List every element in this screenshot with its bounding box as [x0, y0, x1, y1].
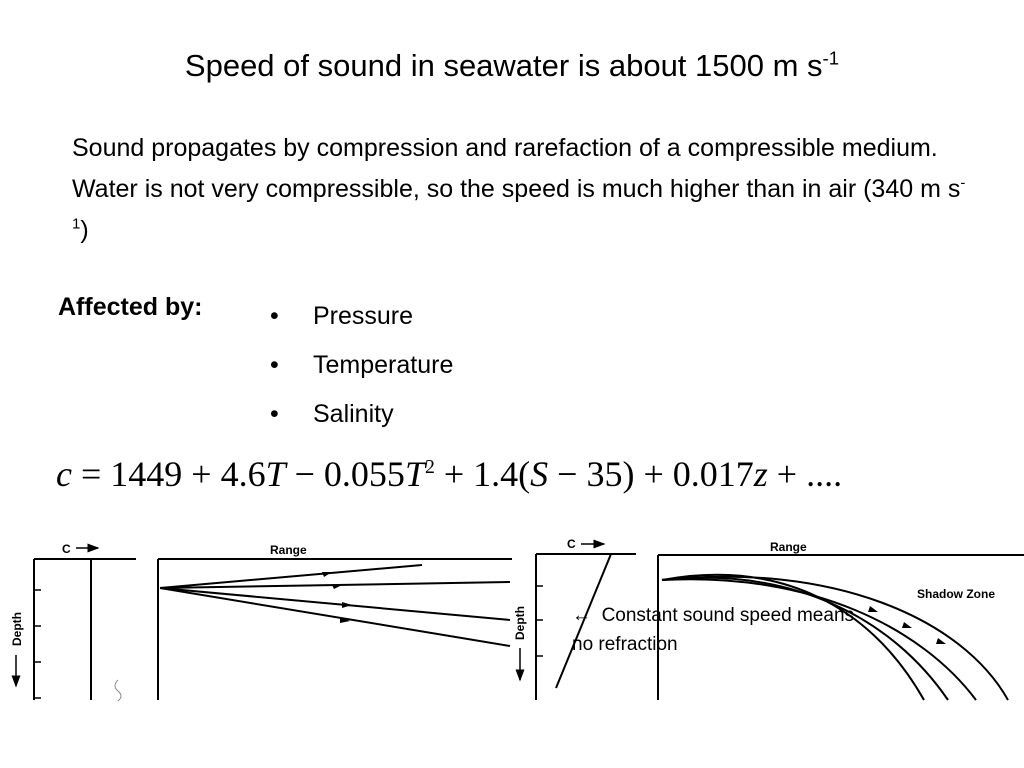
ray-direction-icon	[902, 622, 912, 628]
depth-axis-label: Depth	[10, 612, 24, 646]
sound-speed-equation	[56, 448, 976, 500]
eq-part: − 35) + 0.017	[548, 454, 754, 494]
depth-axis-label: Depth	[513, 606, 527, 640]
eq-temperature: T	[265, 454, 286, 494]
paragraph-text: Sound propagates by compression and rarefaction of a compressible medium. Water is not very compressible, so the speed is much higher than in air (340 m s	[72, 134, 961, 203]
title-exponent: -1	[822, 47, 840, 69]
factor-label: Salinity	[313, 400, 394, 428]
bullet-icon: •	[270, 302, 279, 330]
ray-direction-icon	[936, 638, 946, 644]
eq-part: + ....	[767, 454, 843, 494]
paragraph-exponent: -1	[72, 174, 966, 233]
factor-item	[270, 292, 453, 341]
eq-salinity: S	[530, 454, 549, 494]
factor-item	[270, 390, 453, 439]
eq-exponent: 2	[424, 456, 435, 478]
left-arrow-icon: ←	[572, 605, 591, 626]
c-axis-label: C	[567, 537, 576, 551]
title-text: Speed of sound in seawater is about 1500 m s	[184, 48, 823, 83]
ray-direction-icon	[342, 602, 352, 608]
eq-temperature: T	[404, 454, 425, 494]
ray-direction-icon	[322, 572, 332, 577]
eq-c: c	[56, 454, 72, 494]
refraction-annotation	[572, 601, 862, 659]
factor-label: Temperature	[313, 351, 454, 379]
shadow-zone-label: Shadow Zone	[917, 587, 995, 601]
range-axis-label: Range	[770, 540, 807, 554]
range-axis-label: Range	[270, 543, 307, 557]
scan-mark-icon	[115, 680, 121, 701]
factor-label: Pressure	[313, 302, 414, 330]
factor-list	[270, 292, 453, 439]
affected-by-label: Affected by:	[58, 293, 203, 321]
ray-path	[160, 588, 510, 620]
eq-part: + 1.4(	[434, 454, 531, 494]
intro-paragraph	[72, 128, 972, 251]
eq-part: − 0.055	[285, 454, 405, 494]
ray-diagram-constant	[0, 528, 512, 708]
ray-diagram-constant-svg	[0, 528, 512, 708]
paragraph-end: )	[80, 216, 89, 244]
c-axis-label: C	[62, 542, 71, 556]
eq-part: = 1449 + 4.6	[71, 454, 266, 494]
slide-title	[0, 46, 1024, 86]
bullet-icon: •	[270, 351, 279, 379]
ray-path	[160, 588, 510, 646]
factor-item	[270, 341, 453, 390]
annotation-text: Constant sound speed means no refraction	[572, 605, 855, 655]
ray-direction-icon	[332, 585, 342, 589]
bullet-icon: •	[270, 400, 279, 428]
eq-depth: z	[753, 454, 768, 494]
ray-direction-icon	[868, 606, 878, 612]
